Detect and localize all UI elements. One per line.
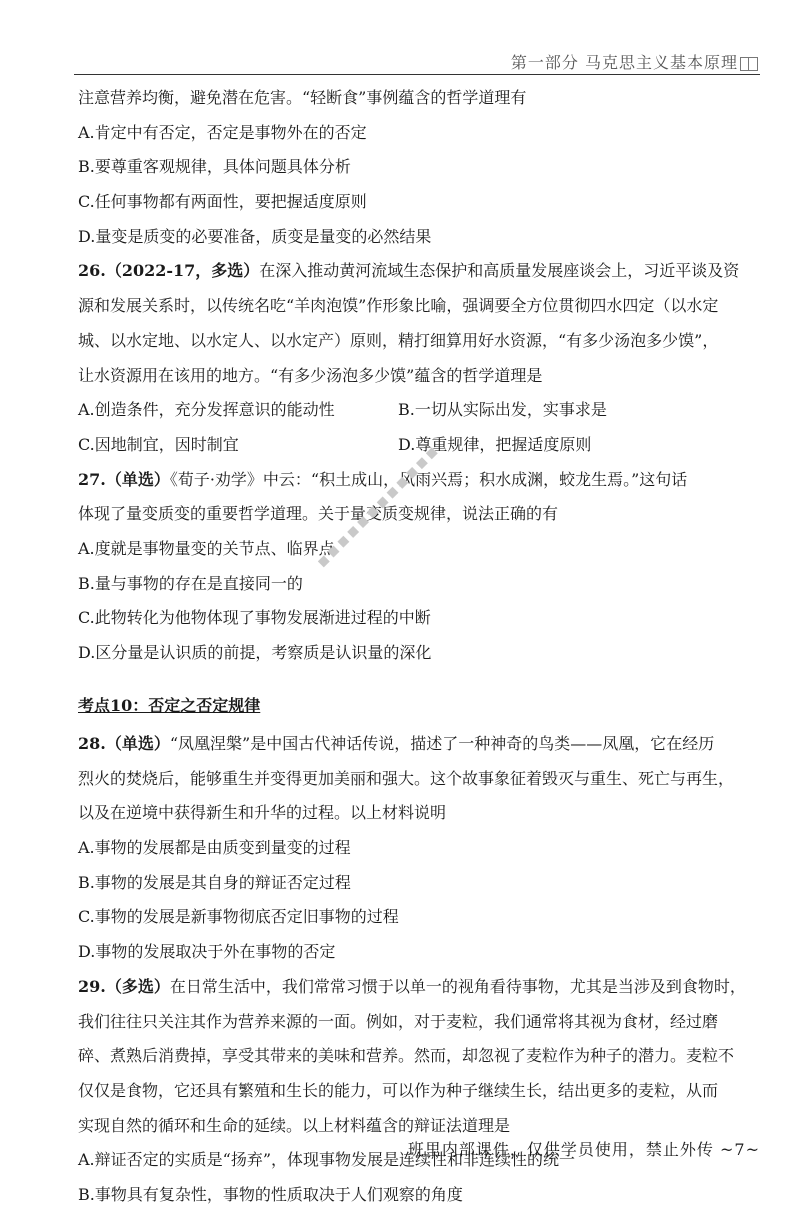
header-title: 第一部分 马克思主义基本原理 [510, 53, 738, 72]
option-c: C.任何事物都有两面性，要把握适度原则 [78, 192, 367, 212]
option-d: D.区分量是认识质的前提，考察质是认识量的深化 [78, 643, 432, 662]
option-b: B.事物具有复杂性，事物的性质取决于人们观察的角度 [78, 1184, 463, 1204]
text-line: 以及在逆境中获得新生和升华的过程。以上材料说明 [78, 803, 447, 823]
text-line: 烈火的焚烧后，能够重生并变得更加美丽和强大。这个故事象征着毁灭与重生、死亡与再生， [78, 768, 735, 788]
text-line: 城、以水定地、以水定人、以水定产）原则，精打细算用好水资源，“有多少汤泡多少馍”， [78, 330, 719, 350]
header-divider [74, 74, 760, 75]
question-28 [78, 734, 738, 754]
page-body [78, 88, 746, 1220]
option-b: B.事物的发展是其自身的辩证否定过程 [78, 872, 351, 892]
text-line: 仅仅是食物，它还具有繁殖和生长的能力，可以作为种子继续生长，结出更多的麦粒，从而 [78, 1080, 719, 1100]
text-line: 注意营养均衡，避免潜在危害。“轻断食”事例蕴含的哲学道理有 [78, 88, 527, 107]
option-a: A.肯定中有否定，否定是事物外在的否定 [78, 122, 367, 142]
option-a: A.辩证否定的实质是“扬弃”，体现事物发展是连续性和非连续性的统一 [78, 1150, 576, 1170]
question-text: 在日常生活中，我们常常习惯于以单一的视角看待事物，尤其是当涉及到食物时， [169, 976, 746, 996]
text-line: 让水资源用在该用的地方。“有多少汤泡多少馍”蕴含的哲学道理是 [78, 365, 543, 385]
option-c: C.因地制宜，因时制宜 [78, 434, 239, 454]
option-a: A.事物的发展都是由质变到量变的过程 [78, 838, 351, 858]
text-line: 碎、煮熟后消费掉，享受其带来的美味和营养。然而，却忽视了麦粒作为种子的潜力。麦粒不 [78, 1046, 735, 1066]
text-line: 我们往往只关注其作为营养来源的一面。例如，对于麦粒，我们通常将其视为食材，经过磨 [78, 1011, 719, 1031]
question-text: 在深入推动黄河流域生态保护和高质量发展座谈会上，习近平谈及资 [259, 261, 740, 281]
option-row [78, 435, 738, 455]
question-number: 29.（多选） [78, 976, 170, 996]
option-d: D.量变是质变的必要准备，质变是量变的必然结果 [78, 226, 432, 246]
question-text: 《荀子·劝学》中云：“积土成山，风雨兴焉；积水成渊，蛟龙生焉。”这句话 [169, 469, 688, 489]
watermark: ■ ■ ■ ■ ■ ■ ■ ■ ■ ■ ■ ■ [315, 444, 440, 570]
option-a: A.创造条件，充分发挥意识的能动性 [78, 400, 335, 420]
text-line: 实现自然的循环和生命的延续。以上材料蕴含的辩证法道理是 [78, 1115, 511, 1135]
option-a: A.度就是事物量变的关节点、临界点 [78, 538, 335, 558]
option-c: C.此物转化为他物体现了事物发展渐进过程的中断 [78, 608, 431, 628]
option-b: B.量与事物的存在是直接同一的 [78, 573, 303, 593]
section-title: 考点10：否定之否定规律 [78, 696, 261, 715]
option-b: B.要尊重客观规律，具体问题具体分析 [78, 157, 351, 177]
option-c: C.事物的发展是新事物彻底否定旧事物的过程 [78, 907, 399, 927]
option-d: D.事物的发展取决于外在事物的否定 [78, 942, 336, 962]
page-footer: 班里内部课件，仅供学员使用，禁止外传 ~7~ [407, 1140, 760, 1159]
text-line: 源和发展关系时，以传统名吃“羊肉泡馍”作形象比喻，强调要全方位贯彻四水四定（以水定 [78, 296, 719, 316]
question-text: “凤凰涅槃”是中国古代神话传说，描述了一种神奇的鸟类——凤凰，它在经历 [169, 734, 715, 753]
book-icon [740, 57, 758, 71]
question-number: 28.（单选） [78, 734, 170, 753]
running-header [511, 50, 758, 73]
text-line: 体现了量变质变的重要哲学道理。关于量变质变规律，说法正确的有 [78, 504, 559, 524]
question-26 [78, 261, 738, 281]
question-29 [78, 976, 746, 997]
option-d: D.尊重规律，把握适度原则 [398, 434, 592, 454]
question-number: 26.（2022-17，多选） [78, 261, 260, 281]
option-row [78, 400, 738, 420]
question-number: 27.（单选） [78, 469, 170, 489]
option-b: B.一切从实际出发，实事求是 [398, 400, 607, 420]
